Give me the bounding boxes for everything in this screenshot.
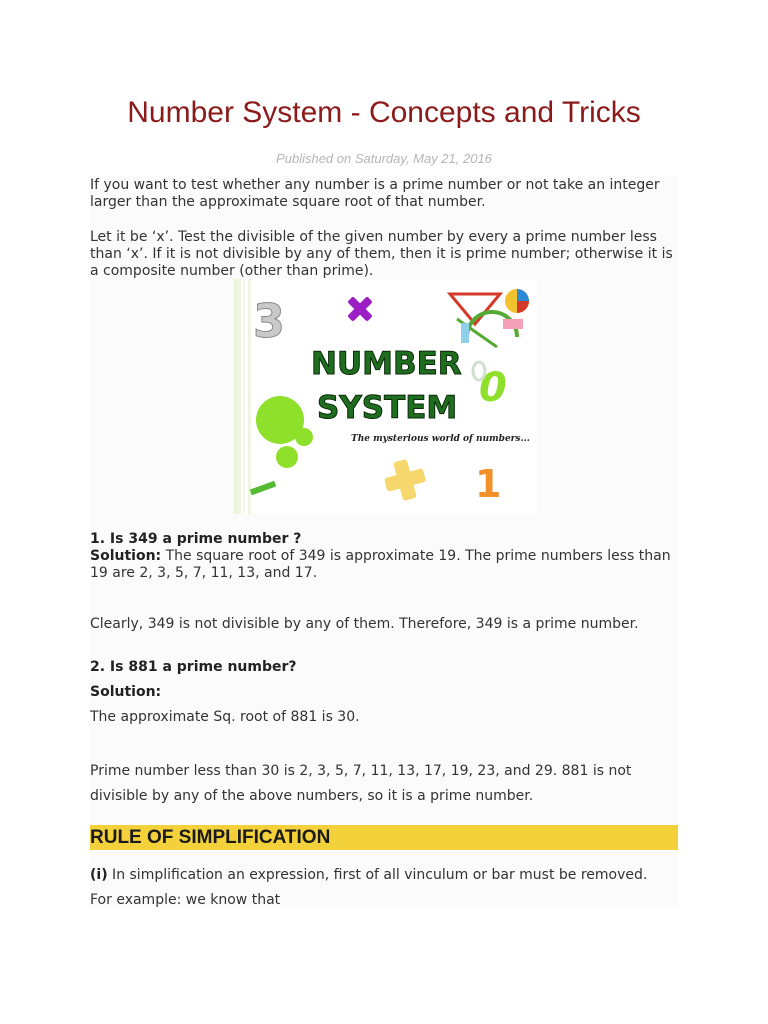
intro-paragraph-2: Let it be ‘x’. Test the divisible of the given number by every a prime number less than ‘x’. If it is not divisible by any of them, then it is prime number; otherwise it is a composite number (other than prime). — [90, 229, 673, 279]
question-2-title: 2. Is 881 a prime number? — [90, 659, 297, 675]
rule-heading: RULE OF SIMPLIFICATION — [90, 827, 331, 848]
minus-sign-icon — [250, 481, 276, 496]
question-2-solution — [90, 684, 678, 701]
publish-date: Published on Saturday, May 21, 2016 — [276, 151, 492, 166]
image-heading-line1: NUMBER — [311, 346, 462, 382]
digit-one-graphic: 1 — [475, 462, 502, 506]
solution-label: Solution: — [90, 684, 162, 700]
rule-item-1 — [90, 867, 678, 884]
digit-zero-graphic: 0 — [479, 365, 507, 411]
rule-item-text: In simplification an expression, first of all vinculum or bar must be removed. — [107, 867, 648, 883]
question-1 — [90, 531, 678, 548]
plus-sign-icon — [381, 456, 430, 505]
digit-three-graphic: 3 — [253, 294, 286, 348]
image-tagline: The mysterious world of numbers... — [351, 434, 530, 444]
solution-label: Solution: — [90, 548, 162, 564]
geometry-tools-icon — [450, 289, 529, 347]
question-2-explanation: Prime number less than 30 is 2, 3, 5, 7, 11, 13, 17, 19, 23, and 29. 881 is not divisible by any of the above numbers, so it is a prime number. — [90, 763, 632, 804]
green-circles-icon — [256, 396, 313, 468]
page-title: Number System - Concepts and Tricks — [127, 96, 641, 129]
question-2 — [90, 659, 678, 676]
number-system-image — [234, 279, 537, 514]
multiply-sign-icon — [340, 289, 380, 329]
image-heading-line2: SYSTEM — [317, 390, 458, 426]
rule-example: For example: we know that — [90, 892, 281, 908]
solution-text: The square root of 349 is approximate 19. The prime numbers less than 19 are 2, 3, 5, 7, 11, 13, and 17. — [90, 548, 671, 581]
rule-heading-highlight — [90, 825, 678, 850]
intro-paragraph-1: If you want to test whether any number is a prime number or not take an integer larger than the approximate square root of that number. — [90, 177, 660, 210]
question-1-solution — [90, 548, 678, 582]
question-2-sqrt: The approximate Sq. root of 881 is 30. — [90, 709, 360, 725]
question-1-conclusion: Clearly, 349 is not divisible by any of them. Therefore, 349 is a prime number. — [90, 616, 639, 632]
question-1-title: 1. Is 349 a prime number ? — [90, 531, 302, 547]
rule-item-label: (i) — [90, 867, 108, 883]
